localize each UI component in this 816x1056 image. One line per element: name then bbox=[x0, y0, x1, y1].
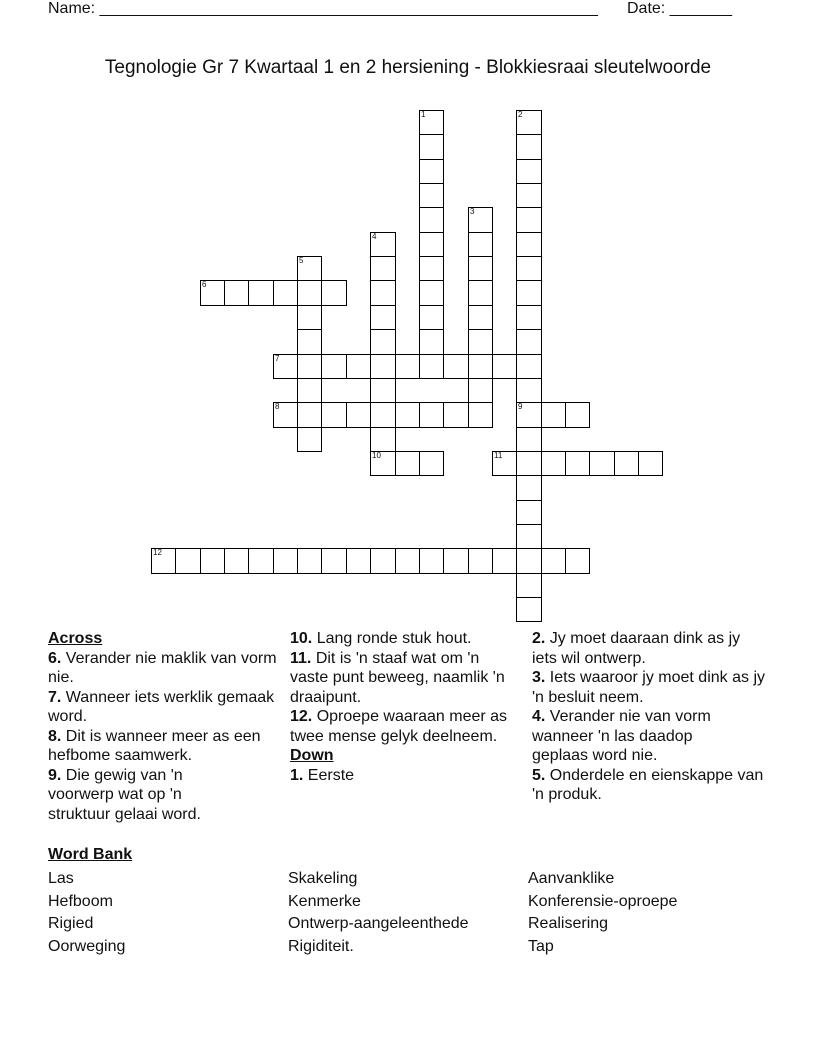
crossword-cell[interactable] bbox=[175, 548, 201, 574]
crossword-cell[interactable] bbox=[468, 402, 493, 428]
clue-number-label: 5 bbox=[299, 256, 304, 265]
crossword-cell[interactable] bbox=[248, 548, 274, 574]
crossword-cell[interactable] bbox=[516, 500, 542, 525]
clue-number-label: 12 bbox=[153, 548, 162, 557]
crossword-cell[interactable] bbox=[565, 402, 590, 428]
crossword-cell[interactable] bbox=[224, 280, 249, 306]
crossword-cell[interactable] bbox=[346, 402, 371, 428]
crossword-cell[interactable] bbox=[516, 232, 542, 257]
crossword-cell[interactable] bbox=[370, 427, 396, 452]
crossword-cell[interactable] bbox=[638, 451, 663, 476]
crossword-cell[interactable] bbox=[516, 475, 542, 501]
word-bank-item: Aanvanklike bbox=[528, 870, 615, 887]
crossword-cell[interactable] bbox=[419, 256, 444, 281]
crossword-cell[interactable] bbox=[321, 402, 347, 428]
word-bank-item: Rigiditeit. bbox=[288, 938, 354, 956]
crossword-cell[interactable] bbox=[419, 451, 444, 476]
clue-number-label: 7 bbox=[275, 354, 280, 363]
crossword-cell[interactable] bbox=[151, 548, 176, 574]
crossword-cell[interactable] bbox=[541, 402, 566, 428]
crossword-cell[interactable] bbox=[419, 402, 444, 428]
crossword-cell[interactable] bbox=[248, 280, 274, 306]
word-bank-item: Realisering bbox=[528, 915, 609, 933]
crossword-cell[interactable] bbox=[468, 207, 493, 233]
word-bank-item: Oorweging bbox=[48, 938, 126, 956]
crossword-cell[interactable] bbox=[516, 597, 542, 622]
crossword-cell[interactable] bbox=[395, 402, 420, 428]
crossword-cell[interactable] bbox=[370, 305, 396, 330]
crossword-cell[interactable] bbox=[370, 451, 396, 476]
crossword-cell[interactable] bbox=[492, 451, 517, 476]
word-bank-item: Hefboom bbox=[48, 892, 113, 910]
crossword-cell[interactable] bbox=[419, 207, 444, 233]
word-bank-item: Tap bbox=[528, 938, 554, 956]
crossword-cell[interactable] bbox=[297, 305, 322, 330]
across-clue-8: 8. Dit is wanneer meer as een hefbome saamwerk. bbox=[48, 727, 261, 764]
crossword-cell[interactable] bbox=[443, 548, 469, 574]
crossword-cell[interactable] bbox=[419, 134, 444, 160]
date-field-label: Date: _______ bbox=[627, 0, 732, 17]
crossword-cell[interactable] bbox=[492, 548, 517, 574]
crossword-cell[interactable] bbox=[370, 548, 396, 574]
crossword-cell[interactable] bbox=[516, 573, 542, 598]
clue-number-label: 3 bbox=[470, 207, 475, 216]
crossword-cell[interactable] bbox=[589, 451, 615, 476]
crossword-cell[interactable] bbox=[516, 427, 542, 452]
crossword-cell[interactable] bbox=[468, 256, 493, 281]
crossword-cell[interactable] bbox=[297, 427, 322, 452]
clue-number-label: 4 bbox=[372, 232, 377, 241]
across-clue-10: 10. Lang ronde stuk hout. bbox=[290, 630, 472, 647]
crossword-cell[interactable] bbox=[419, 305, 444, 330]
crossword-cell[interactable] bbox=[273, 402, 298, 428]
crossword-cell[interactable] bbox=[419, 354, 444, 379]
crossword-cell[interactable] bbox=[419, 232, 444, 257]
word-bank-item: Konferensie-oproepe bbox=[528, 892, 678, 910]
crossword-cell[interactable] bbox=[395, 548, 420, 574]
name-field-label: Name: ________________________________________________________ bbox=[48, 0, 598, 17]
clues-column-3 bbox=[532, 629, 768, 805]
crossword-cell[interactable] bbox=[321, 354, 347, 379]
crossword-cell[interactable] bbox=[516, 451, 542, 476]
crossword-cell[interactable] bbox=[321, 548, 347, 574]
crossword-cell[interactable] bbox=[516, 183, 542, 208]
crossword-cell[interactable] bbox=[516, 134, 542, 160]
crossword-cell[interactable] bbox=[370, 280, 396, 306]
crossword-cell[interactable] bbox=[370, 378, 396, 403]
crossword-cell[interactable] bbox=[516, 280, 542, 306]
clues-column-2 bbox=[290, 629, 528, 785]
crossword-cell[interactable] bbox=[468, 232, 493, 257]
clues-column-1 bbox=[48, 629, 286, 824]
crossword-cell[interactable] bbox=[614, 451, 639, 476]
crossword-cell[interactable] bbox=[297, 548, 322, 574]
crossword-cell[interactable] bbox=[516, 378, 542, 403]
crossword-cell[interactable] bbox=[273, 548, 298, 574]
crossword-cell[interactable] bbox=[419, 159, 444, 184]
crossword-cell[interactable] bbox=[297, 378, 322, 403]
word-bank-column-2 bbox=[288, 868, 469, 959]
down-heading: Down bbox=[290, 747, 334, 764]
crossword-cell[interactable] bbox=[224, 548, 249, 574]
across-heading: Across bbox=[48, 630, 103, 647]
crossword-cell[interactable] bbox=[468, 548, 493, 574]
crossword-cell[interactable] bbox=[346, 548, 371, 574]
down-clue-3: 3. Iets waaroor jy moet dink as jy 'n besluit neem. bbox=[532, 669, 765, 706]
down-clue-2: 2. Jy moet daaraan dink as jy iets wil ontwerp. bbox=[532, 630, 741, 667]
word-bank-item: Kenmerke bbox=[288, 892, 361, 910]
word-bank-item: Las bbox=[48, 870, 74, 887]
crossword-cell[interactable] bbox=[273, 280, 298, 306]
crossword-cell[interactable] bbox=[516, 548, 542, 574]
crossword-cell[interactable] bbox=[200, 280, 225, 306]
crossword-cell[interactable] bbox=[297, 402, 322, 428]
across-clue-11: 11. Dit is 'n staaf wat om 'n vaste punt beweeg, naamlik 'n draaipunt. bbox=[290, 649, 505, 706]
crossword-cell[interactable] bbox=[468, 354, 493, 379]
word-bank-column-3 bbox=[528, 868, 677, 959]
crossword-cell[interactable] bbox=[321, 280, 347, 306]
crossword-cell[interactable] bbox=[492, 354, 517, 379]
crossword-cell[interactable] bbox=[516, 329, 542, 355]
crossword-cell[interactable] bbox=[419, 329, 444, 355]
down-clue-1: 1. Eerste bbox=[290, 766, 355, 784]
crossword-cell[interactable] bbox=[468, 329, 493, 355]
down-clue-5: 5. Onderdele en eienskappe van 'n produk. bbox=[532, 766, 764, 803]
clue-number-label: 6 bbox=[202, 280, 207, 289]
crossword-cell[interactable] bbox=[419, 280, 444, 306]
crossword-cell[interactable] bbox=[516, 110, 542, 135]
crossword-cell[interactable] bbox=[370, 232, 396, 257]
word-bank-item: Skakeling bbox=[288, 870, 358, 887]
crossword-cell[interactable] bbox=[443, 402, 469, 428]
crossword-cell[interactable] bbox=[200, 548, 225, 574]
crossword-cell[interactable] bbox=[419, 548, 444, 574]
crossword-cell[interactable] bbox=[395, 354, 420, 379]
crossword-cell[interactable] bbox=[419, 183, 444, 208]
crossword-cell[interactable] bbox=[565, 548, 590, 574]
crossword-cell[interactable] bbox=[297, 256, 322, 281]
crossword-cell[interactable] bbox=[541, 548, 566, 574]
down-clue-4: 4. Verander nie van vorm wanneer 'n las daadop geplaas word nie. bbox=[532, 708, 711, 764]
crossword-cell[interactable] bbox=[297, 329, 322, 355]
crossword-cell[interactable] bbox=[273, 354, 298, 379]
crossword-cell[interactable] bbox=[516, 354, 542, 379]
crossword-cell[interactable] bbox=[370, 402, 396, 428]
crossword-cell[interactable] bbox=[395, 451, 420, 476]
word-bank-title: Word Bank bbox=[48, 846, 133, 863]
page-title: Tegnologie Gr 7 Kwartaal 1 en 2 hersiening - Blokkiesraai sleutelwoorde bbox=[104, 57, 712, 78]
word-bank-column-1 bbox=[48, 868, 125, 959]
crossword-cell[interactable] bbox=[516, 402, 542, 428]
crossword-cell[interactable] bbox=[468, 305, 493, 330]
across-clue-7: 7. Wanneer iets werklik gemaak word. bbox=[48, 688, 275, 725]
crossword-cell[interactable] bbox=[419, 110, 444, 135]
crossword-cell[interactable] bbox=[297, 280, 322, 306]
crossword-cell[interactable] bbox=[297, 354, 322, 379]
crossword-cell[interactable] bbox=[370, 329, 396, 355]
clue-number-label: 1 bbox=[421, 110, 426, 119]
crossword-cell[interactable] bbox=[516, 305, 542, 330]
crossword-cell[interactable] bbox=[370, 256, 396, 281]
word-bank-item: Rigied bbox=[48, 915, 94, 933]
clue-number-label: 8 bbox=[275, 402, 280, 411]
across-clue-6: 6. Verander nie maklik van vorm nie. bbox=[48, 649, 277, 686]
clue-number-label: 11 bbox=[494, 451, 503, 460]
crossword-cell[interactable] bbox=[346, 354, 371, 379]
across-clue-12: 12. Oproepe waaraan meer as twee mense gelyk deelneem. bbox=[290, 708, 508, 745]
crossword-cell[interactable] bbox=[516, 159, 542, 184]
word-bank-item: Ontwerp-aangeleenthede bbox=[288, 915, 469, 933]
crossword-cell[interactable] bbox=[516, 207, 542, 233]
crossword-cell[interactable] bbox=[468, 280, 493, 306]
crossword-cell[interactable] bbox=[565, 451, 590, 476]
crossword-cell[interactable] bbox=[443, 354, 469, 379]
clue-number-label: 10 bbox=[372, 451, 381, 460]
crossword-cell[interactable] bbox=[370, 354, 396, 379]
crossword-cell[interactable] bbox=[468, 378, 493, 403]
crossword-cell[interactable] bbox=[516, 256, 542, 281]
crossword-cell[interactable] bbox=[541, 451, 566, 476]
across-clue-9: 9. Die gewig van 'n voorwerp wat op 'n struktuur gelaai word. bbox=[48, 766, 201, 823]
crossword-cell[interactable] bbox=[516, 524, 542, 549]
clue-number-label: 9 bbox=[518, 402, 523, 411]
clue-number-label: 2 bbox=[518, 110, 523, 119]
